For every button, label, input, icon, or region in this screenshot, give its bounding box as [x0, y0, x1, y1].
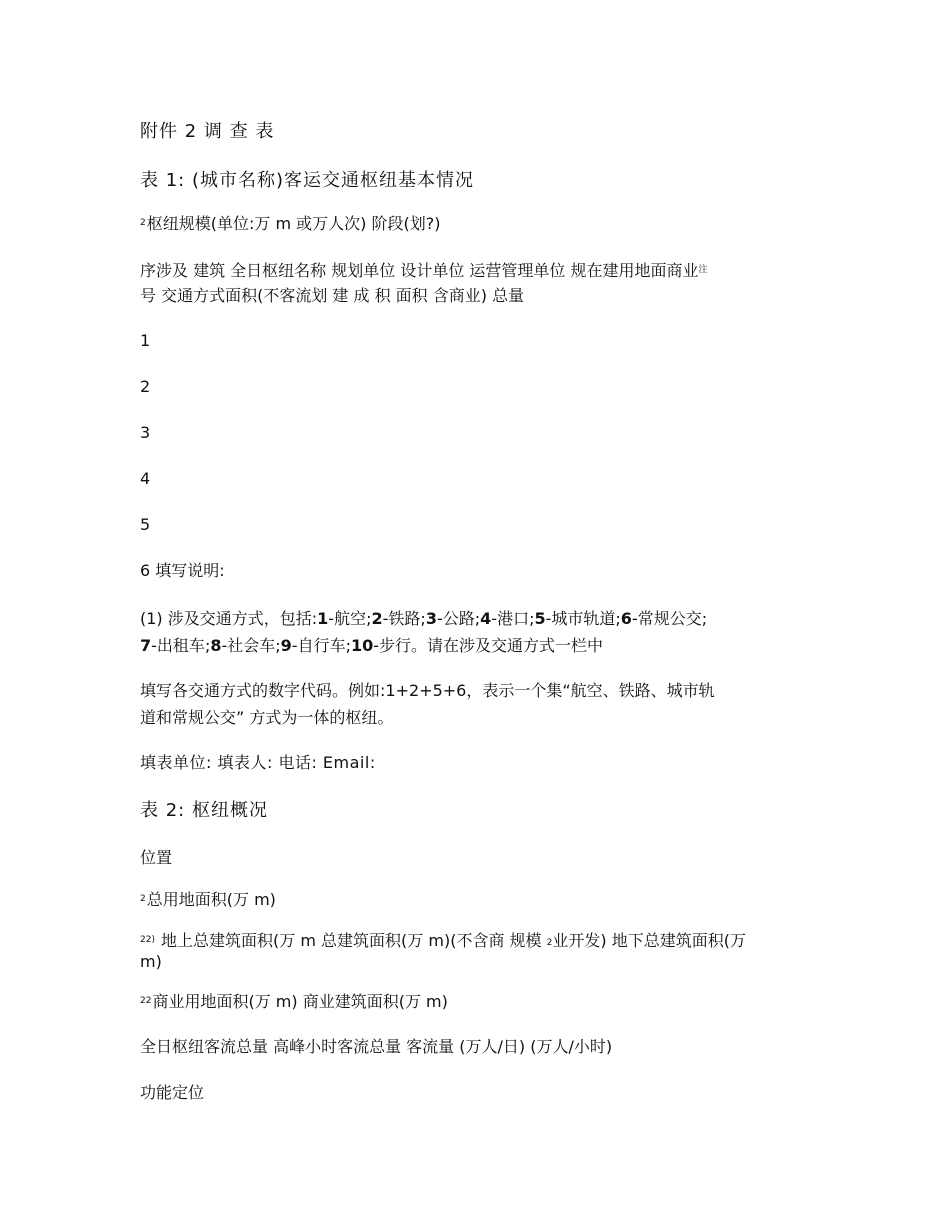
superscript-2: 2 [140, 894, 146, 904]
mode-label: 常规公交 [637, 609, 702, 628]
mode-num: 7 [140, 636, 152, 655]
mode-label: 城市轨道 [551, 609, 616, 628]
total-land-area-text: 总用地面积(万 m) [146, 890, 276, 909]
row-number-5: 5 [140, 515, 151, 534]
mode-label: 铁路 [388, 609, 421, 628]
table1-header-line2: 号 交通方式面积(不客流划 建 成 积 面积 含商业) 总量 [140, 286, 525, 305]
header-text-1: 序涉及 建筑 全日枢纽名称 规划单位 设计单位 运营管理单位 规在建用地面商业 [140, 261, 699, 280]
attachment-title: 附件 2 调 查 表 [140, 121, 275, 142]
commercial-area-text: 商业用地面积(万 m) 商业建筑面积(万 m) [152, 992, 448, 1011]
fill-in-info-line: 填表单位: 填表人: 电话: Email: [140, 753, 376, 772]
note-1: (1) 涉及交通方式，包括:1-航空;2-铁路;3-公路;4-港口;5-城市轨道;6-常规公交; 7-出租车;8-社会车;9-自行车;10-步行。请在涉及交通方式一栏中 [140, 609, 708, 655]
subscript-2: 2 [546, 938, 553, 948]
superscript-2: 2 [140, 218, 146, 228]
building-area-line2: m) [140, 952, 162, 971]
commercial-area-line [140, 989, 820, 1014]
table1-title: 表 1: (城市名称)客运交通枢纽基本情况 [140, 170, 475, 191]
location-label: 位置 [140, 848, 173, 867]
mode-num: 1 [317, 609, 329, 628]
scale-line [140, 211, 820, 236]
total-land-area-line [140, 887, 820, 912]
mode-label: 步行 [379, 636, 412, 655]
mode-num: 8 [210, 636, 222, 655]
note-1-tail: 。请在涉及交通方式一栏中 [411, 636, 604, 655]
mode-label: 航空 [334, 609, 367, 628]
scale-text: 枢纽规模(单位:万 m 或万人次) 阶段(划?) [146, 214, 441, 233]
superscript-22: 22) [140, 935, 155, 945]
row-number-2: 2 [140, 377, 151, 396]
building-area-text-a: 地上总建筑面积(万 m 总建筑面积(万 m)(不含商 规模 [155, 931, 547, 950]
row-number-4: 4 [140, 469, 151, 488]
function-positioning-label: 功能定位 [140, 1083, 205, 1102]
building-area-text-b: 业开发) 地下总建筑面积(万 [552, 931, 746, 950]
mode-label: 社会车 [227, 636, 276, 655]
mode-num: 5 [534, 609, 546, 628]
passenger-flow-line: 全日枢纽客流总量 高峰小时客流总量 客流量 (万人/日) (万人/小时) [140, 1037, 613, 1056]
mode-label: 出租车 [156, 636, 205, 655]
mode-label: 自行车 [297, 636, 346, 655]
mode-num: 2 [371, 609, 383, 628]
row-number-3: 3 [140, 423, 151, 442]
mode-label: 公路 [442, 609, 475, 628]
mode-num: 9 [280, 636, 292, 655]
table1-header-line1 [140, 258, 820, 283]
mode-label: 港口 [497, 609, 530, 628]
mode-num: 3 [425, 609, 437, 628]
table2-title: 表 2: 枢纽概况 [140, 800, 268, 821]
superscript-22: 22 [140, 996, 152, 1006]
note-2-line2: 道和常规公交” 方式为一体的枢纽。 [140, 708, 394, 727]
note-1-intro: (1) 涉及交通方式，包括: [140, 609, 318, 628]
mode-num: 10 [350, 636, 374, 655]
row-6-instructions-heading: 6 填写说明: [140, 561, 225, 580]
row-number-1: 1 [140, 331, 151, 350]
note-2-line1: 填写各交通方式的数字代码。例如:1+2+5+6，表示一个集“航空、铁路、城市轨 [140, 681, 715, 700]
note-mark: 注 [698, 265, 708, 275]
mode-num: 4 [480, 609, 492, 628]
mode-num: 6 [620, 609, 632, 628]
